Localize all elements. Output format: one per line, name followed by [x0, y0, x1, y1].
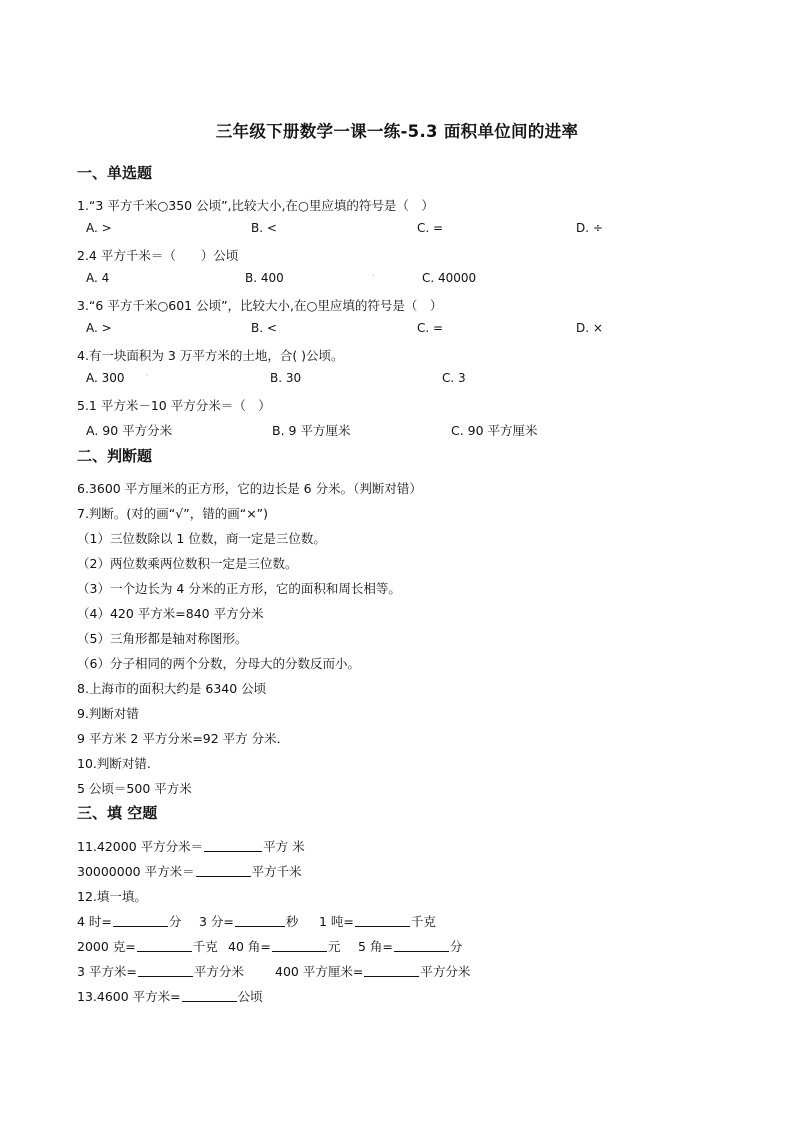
- q2-option-c: C. 40000: [422, 271, 477, 285]
- question-9-statement: 9 平方米 2 平方分米=92 平方 分米．: [77, 731, 290, 746]
- question-8: 8.上海市的面积大约是 6340 公顷: [77, 681, 267, 696]
- q12-unit: 平方分米: [420, 964, 471, 979]
- answer-blank[interactable]: [394, 939, 449, 952]
- q11-unit: 平方千米: [251, 864, 302, 879]
- q11-prefix: 11.42000 平方分米＝: [77, 839, 204, 854]
- question-10-statement: 5 公顷＝500 平方米: [77, 781, 192, 796]
- answer-blank[interactable]: [355, 914, 410, 927]
- answer-blank[interactable]: [364, 964, 419, 977]
- q12-r2-c3: [358, 937, 462, 955]
- q12-label: 2000 克=: [77, 939, 136, 954]
- question-9: 9.判断对错: [77, 706, 139, 721]
- answer-blank[interactable]: [272, 939, 327, 952]
- question-12: 12.填一填。: [77, 889, 147, 904]
- q12-r1-c3: [319, 912, 436, 930]
- q12-unit: 分: [449, 939, 463, 954]
- q12-label: 1 吨=: [319, 914, 354, 929]
- q12-r2-c2: [228, 937, 340, 955]
- q12-unit: 千克: [410, 914, 436, 929]
- answer-blank[interactable]: [137, 939, 192, 952]
- stray-dot: ·: [146, 371, 149, 380]
- answer-blank[interactable]: [182, 989, 237, 1002]
- q1-option-a: A. >: [86, 221, 112, 235]
- q12-r3-c2: [275, 962, 470, 980]
- q13-unit: 公顷: [237, 989, 263, 1004]
- q2-option-b: B. 400: [245, 271, 284, 285]
- question-11-line-1: [77, 837, 305, 855]
- section-heading-true-false: 二、判断题: [77, 447, 153, 465]
- q7-item: （6）分子相同的两个分数，分母大的分数反而小。: [77, 656, 360, 671]
- q13-prefix: 13.4600 平方米=: [77, 989, 181, 1004]
- question-7: 7.判断。(对的画“√”，错的画“×”): [77, 506, 269, 521]
- question-10: 10.判断对错.: [77, 756, 151, 771]
- q12-r2-c1: [77, 937, 218, 955]
- question-11-line-2: [77, 862, 302, 880]
- question-6: 6.3600 平方厘米的正方形，它的边长是 6 分米。（判断对错）: [77, 481, 422, 496]
- section-heading-single-choice: 一、单选题: [77, 164, 153, 182]
- q12-r3-c1: [77, 962, 244, 980]
- q12-label: 5 角=: [358, 939, 393, 954]
- answer-blank[interactable]: [235, 914, 285, 927]
- q4-option-a: A. 300: [86, 371, 125, 385]
- q12-label: 3 平方米=: [77, 964, 137, 979]
- stray-dot: ·: [372, 271, 375, 280]
- q7-item: （4）420 平方米=840 平方分米: [77, 606, 264, 621]
- q12-unit: 平方分米: [193, 964, 244, 979]
- q11-unit: 平方 米: [263, 839, 305, 854]
- q12-label: 3 分=: [199, 914, 234, 929]
- q3-option-c: C. =: [417, 321, 444, 335]
- q5-option-c: C. 90 平方厘米: [451, 423, 538, 438]
- q3-option-a: A. >: [86, 321, 112, 335]
- q11-prefix: 30000000 平方米＝: [77, 864, 195, 879]
- q12-unit: 元: [327, 939, 341, 954]
- question-5: 5.1 平方米－10 平方分米＝（ ）: [77, 398, 271, 413]
- question-1: 1.“3 平方千米○350 公顷”,比较大小,在○里应填的符号是（ ）: [77, 198, 434, 213]
- q2-option-a: A. 4: [86, 271, 110, 285]
- q4-option-c: C. 3: [442, 371, 466, 385]
- q3-option-d: D. ×: [576, 321, 603, 335]
- q4-option-b: B. 30: [270, 371, 302, 385]
- question-3: 3.“6 平方千米○601 公顷”，比较大小,在○里应填的符号是（ ）: [77, 298, 443, 313]
- q1-option-b: B. <: [251, 221, 277, 235]
- answer-blank[interactable]: [138, 964, 193, 977]
- q12-label: 4 时=: [77, 914, 112, 929]
- q5-option-b: B. 9 平方厘米: [272, 423, 351, 438]
- q1-option-c: C. =: [417, 221, 444, 235]
- q3-option-b: B. <: [251, 321, 277, 335]
- q12-r1-c2: [199, 912, 298, 930]
- q12-label: 400 平方厘米=: [275, 964, 364, 979]
- question-13: [77, 987, 263, 1005]
- q5-option-a: A. 90 平方分米: [86, 423, 173, 438]
- q7-item: （2）两位数乘两位数积一定是三位数。: [77, 556, 298, 571]
- section-heading-fill-blank: 三、填 空题: [77, 804, 158, 822]
- q7-item: （1）三位数除以 1 位数，商一定是三位数。: [77, 531, 326, 546]
- question-4: 4.有一块面积为 3 万平方米的土地，合( )公顷。: [77, 348, 344, 363]
- q1-option-d: D. ÷: [576, 221, 603, 235]
- question-2: 2.4 平方千米＝（ ）公顷: [77, 248, 239, 263]
- q7-item: （5）三角形都是轴对称图形。: [77, 631, 248, 646]
- page-title: 三年级下册数学一课一练-5.3 面积单位间的进率: [215, 122, 579, 141]
- q12-r1-c1: [77, 912, 181, 930]
- q12-label: 40 角=: [228, 939, 271, 954]
- answer-blank[interactable]: [204, 839, 262, 852]
- q12-unit: 分: [168, 914, 182, 929]
- answer-blank[interactable]: [196, 864, 251, 877]
- q7-item: （3）一个边长为 4 分米的正方形，它的面积和周长相等。: [77, 581, 401, 596]
- answer-blank[interactable]: [113, 914, 168, 927]
- q12-unit: 千克: [192, 939, 218, 954]
- q12-unit: 秒: [285, 914, 299, 929]
